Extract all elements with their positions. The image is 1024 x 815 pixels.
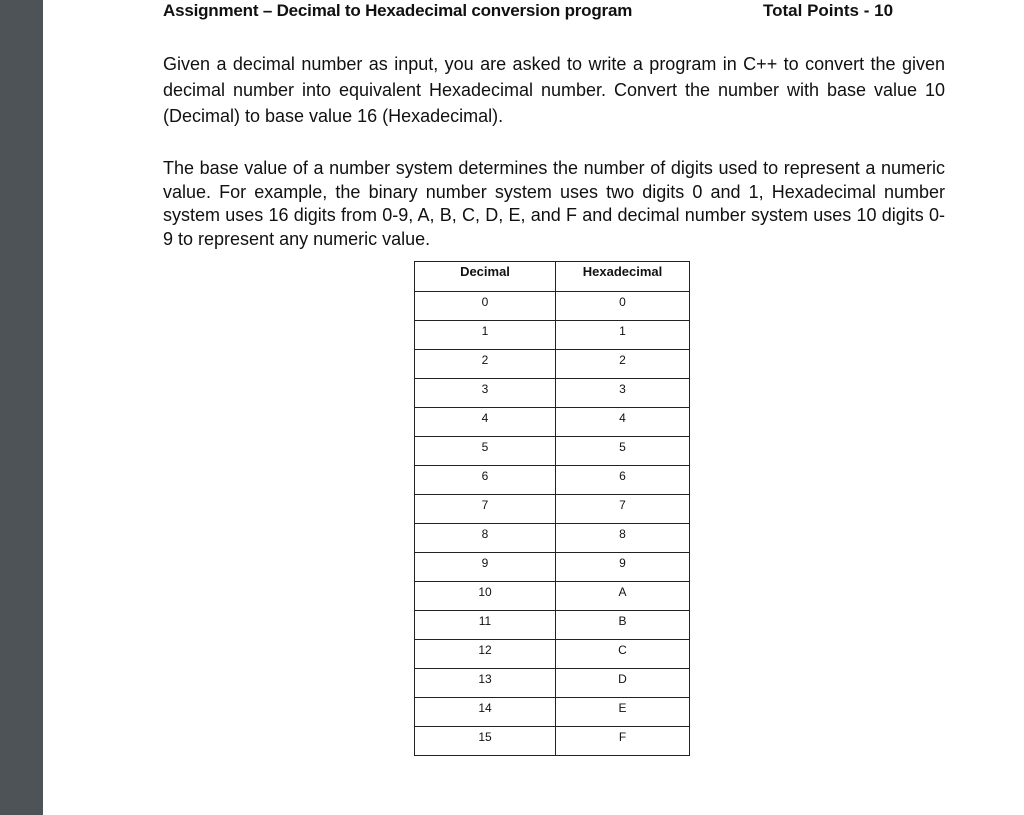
hex-cell: A — [556, 582, 690, 611]
table-row — [415, 495, 690, 524]
table-header-row — [415, 262, 690, 292]
decimal-cell: 14 — [415, 698, 556, 727]
table-row — [415, 379, 690, 408]
table-row — [415, 321, 690, 350]
conversion-table — [414, 261, 690, 756]
table-row — [415, 292, 690, 321]
viewer-side-panel — [0, 0, 43, 815]
hex-cell: F — [556, 727, 690, 756]
hex-cell: B — [556, 611, 690, 640]
hex-cell: 6 — [556, 466, 690, 495]
decimal-cell: 3 — [415, 379, 556, 408]
number-system-paragraph: The base value of a number system determines the number of digits used to represent a numeric value. For example, the binary number system uses two digits 0 and 1, Hexadecimal number system uses 16 digits from 0-9, A, B, C, D, E, and F and decimal number system uses 10 digits 0-9 to represent any numeric value. — [163, 158, 945, 249]
document-page — [43, 0, 1024, 815]
table-row — [415, 582, 690, 611]
decimal-cell: 13 — [415, 669, 556, 698]
decimal-cell: 10 — [415, 582, 556, 611]
table-row — [415, 698, 690, 727]
hex-cell: 7 — [556, 495, 690, 524]
total-points: Total Points - 10 — [763, 1, 894, 20]
decimal-cell: 0 — [415, 292, 556, 321]
decimal-cell: 8 — [415, 524, 556, 553]
table-row — [415, 437, 690, 466]
table-row — [415, 408, 690, 437]
hex-cell: 3 — [556, 379, 690, 408]
decimal-cell: 9 — [415, 553, 556, 582]
hex-cell: 2 — [556, 350, 690, 379]
hex-cell: 1 — [556, 321, 690, 350]
table-row — [415, 553, 690, 582]
assignment-title: Assignment – Decimal to Hexadecimal conversion program — [163, 1, 633, 20]
hex-cell: 8 — [556, 524, 690, 553]
table-row — [415, 466, 690, 495]
hex-cell: 5 — [556, 437, 690, 466]
table-row — [415, 524, 690, 553]
header-hexadecimal: Hexadecimal — [556, 262, 690, 292]
decimal-cell: 12 — [415, 640, 556, 669]
decimal-cell: 7 — [415, 495, 556, 524]
table-row — [415, 350, 690, 379]
decimal-cell: 1 — [415, 321, 556, 350]
decimal-cell: 6 — [415, 466, 556, 495]
decimal-cell: 5 — [415, 437, 556, 466]
header-decimal: Decimal — [415, 262, 556, 292]
decimal-cell: 2 — [415, 350, 556, 379]
decimal-cell: 15 — [415, 727, 556, 756]
hex-cell: C — [556, 640, 690, 669]
table-row — [415, 727, 690, 756]
table-row — [415, 669, 690, 698]
decimal-cell: 11 — [415, 611, 556, 640]
hex-cell: 0 — [556, 292, 690, 321]
hex-cell: 4 — [556, 408, 690, 437]
table-row — [415, 640, 690, 669]
decimal-cell: 4 — [415, 408, 556, 437]
hex-cell: 9 — [556, 553, 690, 582]
hex-cell: E — [556, 698, 690, 727]
hex-cell: D — [556, 669, 690, 698]
table-row — [415, 611, 690, 640]
instructions-paragraph: Given a decimal number as input, you are asked to write a program in C++ to convert the given decimal number into equivalent Hexadecimal number. Convert the number with base value 10 (Decimal) to base value 16 (Hexadecimal). — [163, 54, 945, 126]
